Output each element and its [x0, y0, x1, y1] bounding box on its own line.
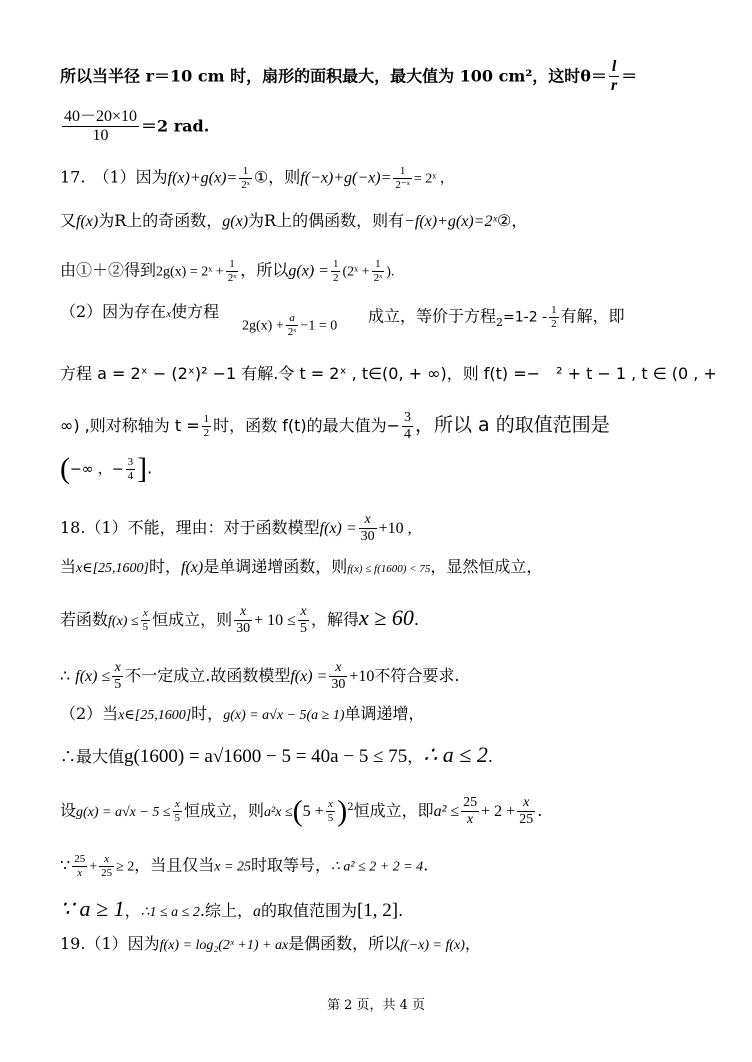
math: a — [252, 903, 261, 920]
text: 当 — [60, 557, 77, 576]
right-paren-icon: ) — [337, 794, 348, 828]
numerator: x — [329, 660, 347, 677]
text: ∴最大值 — [60, 747, 125, 766]
numerator: x — [173, 798, 183, 812]
q17-part2-line-1b — [368, 304, 625, 330]
text: ，显然恒成立， — [430, 557, 543, 576]
math: g(x) = a√x − 5 ≤ — [76, 805, 171, 821]
text: 是偶函数，所以 — [288, 934, 401, 953]
numerator: 25 — [461, 795, 479, 812]
q18-line-1 — [60, 512, 412, 545]
denominator: 30 — [236, 621, 251, 637]
text: 若函数 — [60, 610, 109, 630]
math: x∈[25,1600] — [118, 708, 192, 723]
math: 5 + — [302, 803, 324, 821]
math: ∵ a ≥ 1 — [60, 896, 125, 921]
numerator: x — [298, 604, 309, 621]
text: 又 — [60, 211, 77, 230]
denominator: x — [467, 812, 474, 828]
math: x — [166, 308, 172, 320]
numerator: x — [359, 512, 377, 529]
math: ). — [386, 264, 395, 280]
fraction — [126, 456, 136, 482]
left-paren-icon: ( — [292, 794, 303, 828]
fraction — [226, 258, 239, 284]
text: . — [398, 901, 404, 920]
text: 的取值范围为 — [260, 901, 357, 920]
text: . — [487, 747, 493, 766]
fraction — [517, 795, 535, 828]
text: 时，函数 f(t)的最大值为− — [213, 416, 400, 436]
text: ∞) ,则对称轴为 t = — [60, 416, 200, 436]
math: −1 = 0 — [300, 318, 338, 334]
text: 时， — [149, 557, 182, 576]
text: 不一定成立.故函数模型 — [125, 666, 291, 686]
math: f(x) = — [290, 668, 328, 686]
q17-part2-line-2 — [60, 366, 717, 382]
fraction — [141, 607, 151, 633]
q18-line-9 — [60, 898, 403, 920]
fraction — [202, 413, 212, 439]
text: 恒成立，即 — [353, 801, 434, 821]
fraction — [372, 258, 385, 284]
text: 单调递增， — [344, 704, 425, 723]
text: 18.（1）不能，理由：对于函数模型 — [60, 518, 320, 538]
denominator: 5 — [174, 812, 181, 825]
numerator: 1 — [393, 165, 412, 179]
text: ∴ — [60, 666, 71, 686]
q18-line-4 — [60, 660, 459, 693]
q17-part2-line-3 — [60, 410, 610, 443]
math: f(x) = log₂(2ˣ +1) + ax — [159, 938, 289, 953]
denominator: 2ˣ — [373, 271, 383, 284]
fraction — [239, 165, 252, 191]
denominator: 25 — [101, 866, 113, 879]
text: 设 — [60, 801, 77, 821]
denominator: 25 — [519, 812, 534, 828]
denominator: 5 — [327, 812, 334, 825]
text: （2）因为存在 — [60, 302, 167, 321]
denominator: 5 — [299, 621, 307, 637]
text: （2）当 — [60, 704, 119, 723]
q18-line-7 — [60, 795, 542, 828]
q18-line-6 — [60, 744, 493, 766]
numerator: x — [141, 607, 151, 621]
fraction — [234, 604, 252, 637]
text: 为R上的奇函数， — [98, 211, 223, 230]
math: f(−x)+g(−x)= — [300, 169, 392, 187]
text: ，当且仅当 — [134, 855, 215, 875]
fraction — [609, 58, 619, 96]
text: 19.（1）因为 — [60, 934, 160, 953]
fraction — [331, 258, 341, 284]
math: f(x) — [181, 559, 204, 576]
denominator: 30 — [331, 677, 346, 693]
math: g(x) = — [288, 262, 329, 280]
text: . — [537, 801, 543, 821]
fraction — [62, 108, 139, 146]
numerator: 3 — [402, 410, 413, 427]
math: (2ˣ + — [342, 264, 370, 280]
text: ， — [464, 934, 481, 953]
text: 所以当半径 r＝10 cm 时，扇形的面积最大，最大值为 100 cm²，这时θ＝ — [60, 66, 607, 86]
numerator: x — [99, 853, 114, 867]
math: a² ≤ — [433, 803, 460, 821]
denominator: 2 — [332, 271, 339, 284]
math: ≥ 2 — [116, 859, 135, 875]
denominator: 2ˣ — [287, 325, 297, 338]
math: ∴ a ≤ 2 — [423, 742, 488, 767]
text: 恒成立，则 — [152, 610, 233, 630]
numerator: 1 — [203, 413, 210, 426]
denominator: 4 — [127, 469, 134, 482]
q17-line-2 — [60, 213, 527, 230]
fraction — [72, 853, 87, 879]
q19-line-1 — [60, 936, 481, 953]
q17-part2-line-4 — [60, 454, 152, 484]
q17-line-1 — [60, 165, 454, 191]
text: .综上， — [199, 901, 253, 920]
math: ∴1 ≤ a ≤ 2 — [140, 905, 200, 920]
numerator: a — [286, 312, 299, 326]
fraction — [549, 304, 559, 330]
text: 使方程 — [171, 302, 220, 321]
numerator: x — [326, 798, 336, 812]
fraction — [329, 660, 347, 693]
fraction — [393, 165, 412, 191]
math: + 2 + — [481, 803, 516, 821]
math: g(x) = a√x − 5(a ≥ 1) — [223, 708, 345, 723]
numerator: 1 — [226, 258, 239, 272]
math: f(x) — [76, 213, 99, 230]
numerator: 1 — [372, 258, 385, 272]
q18-line-8 — [60, 853, 428, 879]
denominator: 5 — [142, 621, 149, 634]
text: ∵ — [60, 855, 71, 875]
text: . — [147, 458, 153, 478]
fraction — [286, 312, 299, 338]
text: 成立，等价于方程 — [368, 306, 497, 326]
q17-part2-line-1 — [60, 304, 219, 320]
denominator: 2⁻ˣ — [395, 178, 410, 191]
math: +10 — [349, 668, 375, 686]
text: ＝2 rad. — [141, 116, 210, 136]
math: +10 , — [378, 520, 412, 538]
math: 2 — [347, 801, 354, 813]
math: 2g(x) + — [242, 318, 284, 334]
text: 为R上的偶函数，则有 — [248, 211, 405, 230]
math: f(x) ≤ f(1600) < 75 — [347, 563, 431, 575]
text: ①，则 — [253, 167, 301, 187]
fraction — [326, 798, 336, 824]
denominator: 5 — [114, 677, 122, 693]
denominator: 10 — [92, 127, 109, 145]
math: f(x)+g(x)= — [167, 169, 238, 187]
right-bracket-icon: ] — [137, 452, 148, 485]
text: ②， — [496, 211, 528, 230]
text: 17. （1）因为 — [60, 167, 168, 187]
math: a²x ≤ — [264, 805, 293, 821]
fraction — [359, 512, 377, 545]
text: 时， — [191, 704, 224, 723]
q17-part2-equation — [242, 312, 337, 338]
text: =1-2 - — [503, 309, 548, 326]
denominator: r — [610, 77, 618, 95]
page-footer: 第 2 页，共 4 页 — [326, 998, 426, 1013]
math: + 10 ≤ — [254, 612, 296, 630]
math: ∴ a² ≤ 2 + 2 = 4 — [330, 859, 424, 875]
numerator: 3 — [127, 455, 134, 468]
math: f(x) = — [319, 520, 357, 538]
math: x = 25 — [214, 859, 251, 875]
text: 2 — [496, 315, 504, 329]
numerator: 1 — [239, 165, 252, 179]
text: 由①＋②得到 — [60, 260, 157, 280]
text: 是单调递增函数，则 — [203, 557, 348, 576]
text: ， — [124, 901, 141, 920]
denominator: 2ˣ — [241, 178, 250, 191]
text: ＝ — [621, 66, 638, 86]
left-paren-icon: ( — [60, 452, 70, 485]
text: ，所以 — [240, 260, 289, 280]
math: g(x) — [222, 213, 249, 230]
denominator: x — [77, 866, 83, 879]
text: 有解，即 — [560, 306, 625, 326]
q18-line-2 — [60, 559, 542, 576]
math: 2g(x) = 2ˣ + — [156, 264, 224, 280]
fraction — [298, 604, 309, 637]
math: −f(x)+g(x)=2ˣ — [404, 213, 497, 230]
numerator: 1 — [551, 304, 557, 316]
numerator: 25 — [74, 853, 86, 865]
numerator: 40－20×10 — [62, 108, 139, 127]
text: 恒成立，则 — [184, 801, 265, 821]
math: = 2ˣ ， — [413, 171, 454, 187]
fraction — [99, 853, 114, 879]
math: f(x) ≤ — [108, 614, 139, 630]
fraction — [402, 410, 413, 443]
numerator: x — [517, 795, 535, 812]
numerator: x — [234, 604, 252, 621]
math: f(x) ≤ — [75, 668, 111, 686]
solution-line-2 — [60, 108, 209, 146]
denominator: 30 — [360, 529, 375, 545]
math: [1, 2] — [356, 900, 399, 921]
math: g(1600) = a√1600 − 5 = 40a − 5 ≤ 75 — [124, 746, 408, 767]
math: f(−x) = f(x) — [400, 938, 465, 953]
q18-line-5 — [60, 706, 425, 723]
denominator: 2 — [203, 427, 210, 440]
denominator: 4 — [404, 427, 411, 443]
text: . — [423, 855, 429, 875]
numerator: l — [609, 58, 619, 77]
q17-line-3 — [60, 258, 394, 284]
numerator: x — [112, 660, 123, 677]
denominator: 2 — [551, 317, 557, 330]
text: 不符合要求. — [374, 666, 460, 686]
solution-line-1 — [60, 58, 637, 96]
q18-line-3 — [60, 604, 419, 637]
fraction — [173, 798, 183, 824]
text: 方程 a = 2ˣ − (2ˣ)² −1 有解.令 t = 2ˣ , t∈(0, + ∞)，则 f(t) =− ² + t − 1 , t ∈ (0 , + — [60, 364, 717, 383]
text: ，解得 — [310, 610, 359, 630]
math: −∞ ，− — [70, 461, 124, 478]
text: ，所以 a 的取值范围是 — [415, 414, 610, 437]
math: x ≥ 60 — [358, 605, 414, 631]
text: 时取等号， — [250, 855, 331, 875]
fraction — [112, 660, 123, 693]
math: + — [89, 859, 98, 875]
text: ， — [407, 747, 424, 766]
denominator: 2ˣ — [227, 271, 237, 284]
fraction — [461, 795, 479, 828]
math: x∈[25,1600] — [76, 561, 149, 576]
text: . — [413, 610, 419, 630]
numerator: 1 — [332, 258, 339, 270]
